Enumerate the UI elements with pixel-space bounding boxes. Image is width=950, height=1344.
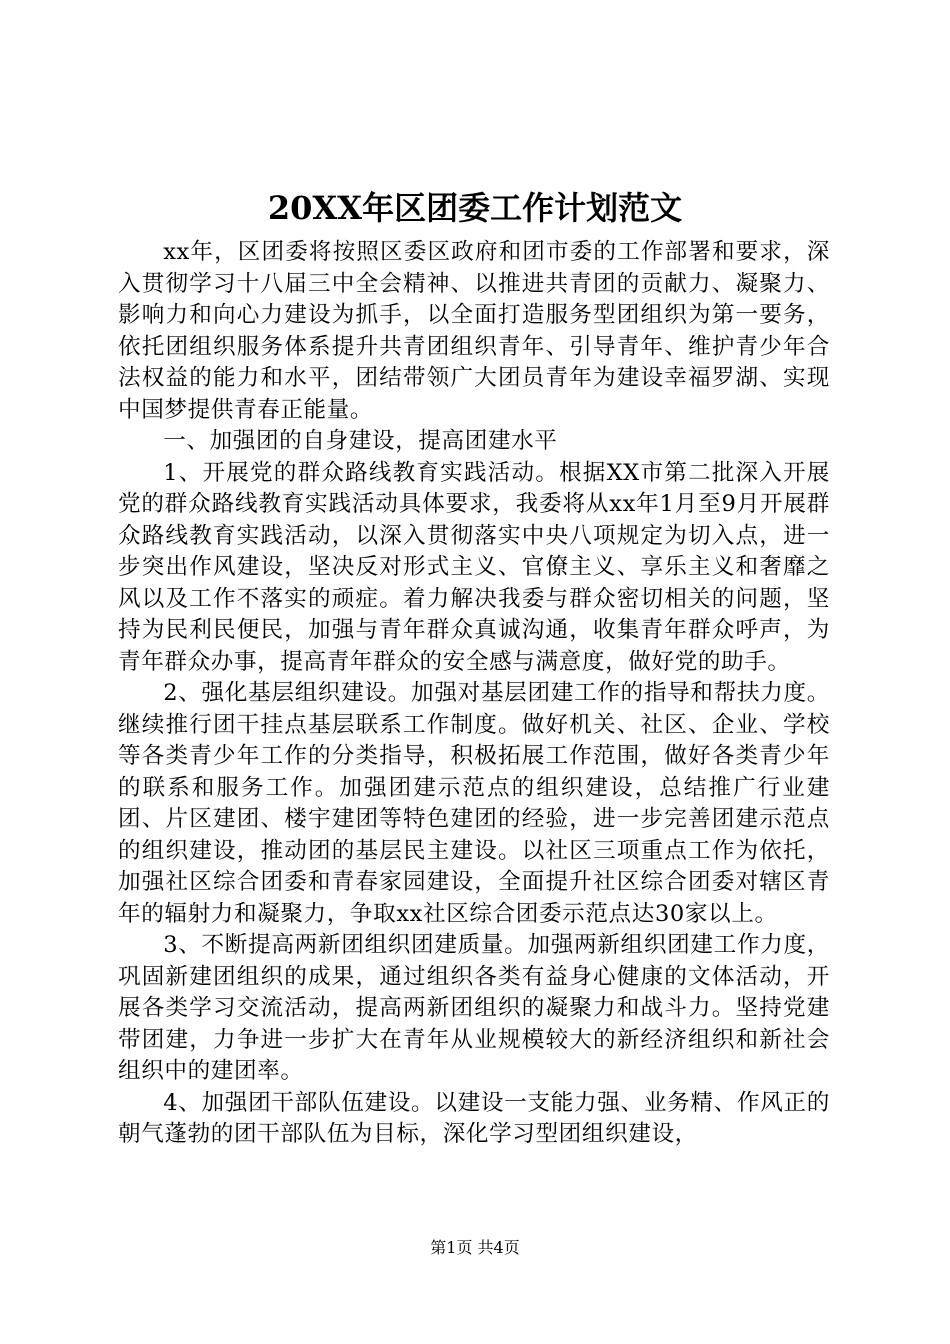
intro-paragraph: xx年，区团委将按照区委区政府和团市委的工作部署和要求，深入贯彻学习十八届三中全会精神、以推进共青团的贡献力、凝聚力、影响力和向心力建设为抓手，以全面打造服务型团组织为第一要务，依托团组织服务体系提升共青团组织青年、引导青年、维护青少年合法权益的能力和水平，团结带领广大团员青年为建设幸福罗湖、实现中国梦提供青春正能量。 bbox=[118, 239, 830, 423]
item-paragraph-1: 1、开展党的群众路线教育实践活动。根据XX市第二批深入开展党的群众路线教育实践活动具体要求，我委将从xx年1月至9月开展群众路线教育实践活动，以深入贯彻落实中央八项规定为切入点，进一步突出作风建设，坚决反对形式主义、官僚主义、享乐主义和奢靡之风以及工作不落实的顽症。着力解决我委与群众密切相关的问题，坚持为民利民便民，加强与青年群众真诚沟通，收集青年群众呼声，为青年群众办事，提高青年群众的安全感与满意度，做好党的助手。 bbox=[118, 459, 830, 675]
page-number-footer: 第1页 共4页 bbox=[430, 1238, 520, 1257]
item-paragraph-3: 3、不断提高两新团组织团建质量。加强两新组织团建工作力度，巩固新建团组织的成果，通过组织各类有益身心健康的文体活动，开展各类学习交流活动，提高两新团组织的凝聚力和战斗力。坚持党建带团建，力争进一步扩大在青年从业规模较大的新经济组织和新社会组织中的建团率。 bbox=[118, 932, 830, 1084]
item-paragraph-4: 4、加强团干部队伍建设。以建设一支能力强、业务精、作风正的朝气蓬勃的团干部队伍为目标，深化学习型团组织建设， bbox=[118, 1089, 830, 1147]
document-title: 20XX年区团委工作计划范文 bbox=[267, 189, 683, 227]
section-heading-1: 一、加强团的自身建设，提高团建水平 bbox=[163, 428, 558, 454]
item-paragraph-2: 2、强化基层组织建设。加强对基层团建工作的指导和帮扶力度。继续推行团干挂点基层联系工作制度。做好机关、社区、企业、学校等各类青少年工作的分类指导，积极拓展工作范围，做好各类青少年的联系和服务工作。加强团建示范点的组织建设，总结推广行业建团、片区建团、楼宇建团等特色建团的经验，进一步完善团建示范点的组织建设，推动团的基层民主建设。以社区三项重点工作为依托，加强社区综合团委和青春家园建设，全面提升社区综合团委对辖区青年的辐射力和凝聚力，争取xx社区综合团委示范点达30家以上。 bbox=[118, 680, 830, 927]
document-body bbox=[118, 237, 830, 1151]
